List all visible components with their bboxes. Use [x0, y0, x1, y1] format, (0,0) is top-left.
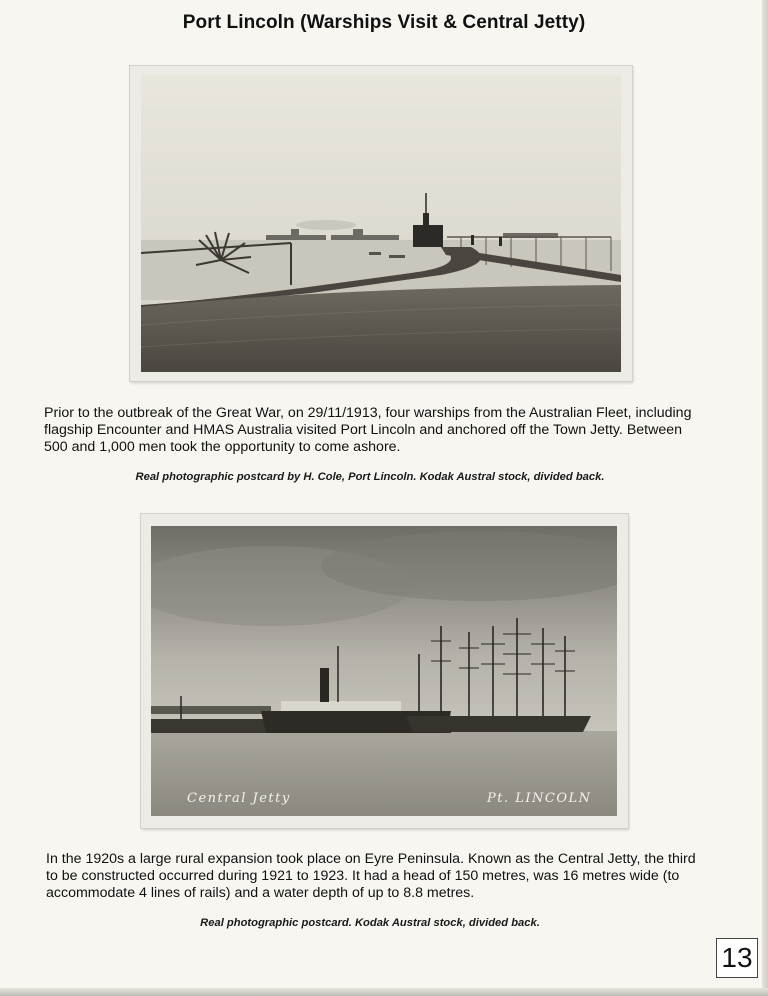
- central-jetty-photo: [151, 526, 617, 816]
- page-title: Port Lincoln (Warships Visit & Central Jetty): [182, 12, 586, 33]
- warships-jetty-photo: [141, 75, 621, 372]
- page-number: 13: [716, 938, 758, 978]
- page-bottom-edge: [0, 988, 768, 996]
- photo-label-central-jetty: Central Jetty: [187, 791, 291, 806]
- postcard-2-caption: In the 1920s a large rural expansion took place on Eyre Peninsula. Known as the Central Jetty, the third to be constructed occurred during 1921 to 1923. It had a head of 150 metres, was 16 metres wide (to accommodate 4 lines of rails) and a water depth of up to 8.8 metres.: [46, 851, 696, 901]
- postcard-2-credit: Real photographic postcard. Kodak Austral stock, divided back.: [200, 917, 540, 929]
- postcard-1-caption: Prior to the outbreak of the Great War, on 29/11/1913, four warships from the Australian Fleet, including flagship Encounter and HMAS Australia visited Port Lincoln and anchored off the Town Jetty. Between 500 and 1,000 men took the opportunity to come ashore.: [44, 405, 692, 455]
- postcard-1-credit: Real photographic postcard by H. Cole, Port Lincoln. Kodak Austral stock, divided back.: [135, 471, 605, 483]
- postcard-central-jetty: [141, 514, 628, 828]
- page-edge: [762, 0, 768, 996]
- photo-label-pt-lincoln: Pt. LINCOLN: [487, 791, 592, 806]
- postcard-warships-visit: [130, 66, 632, 381]
